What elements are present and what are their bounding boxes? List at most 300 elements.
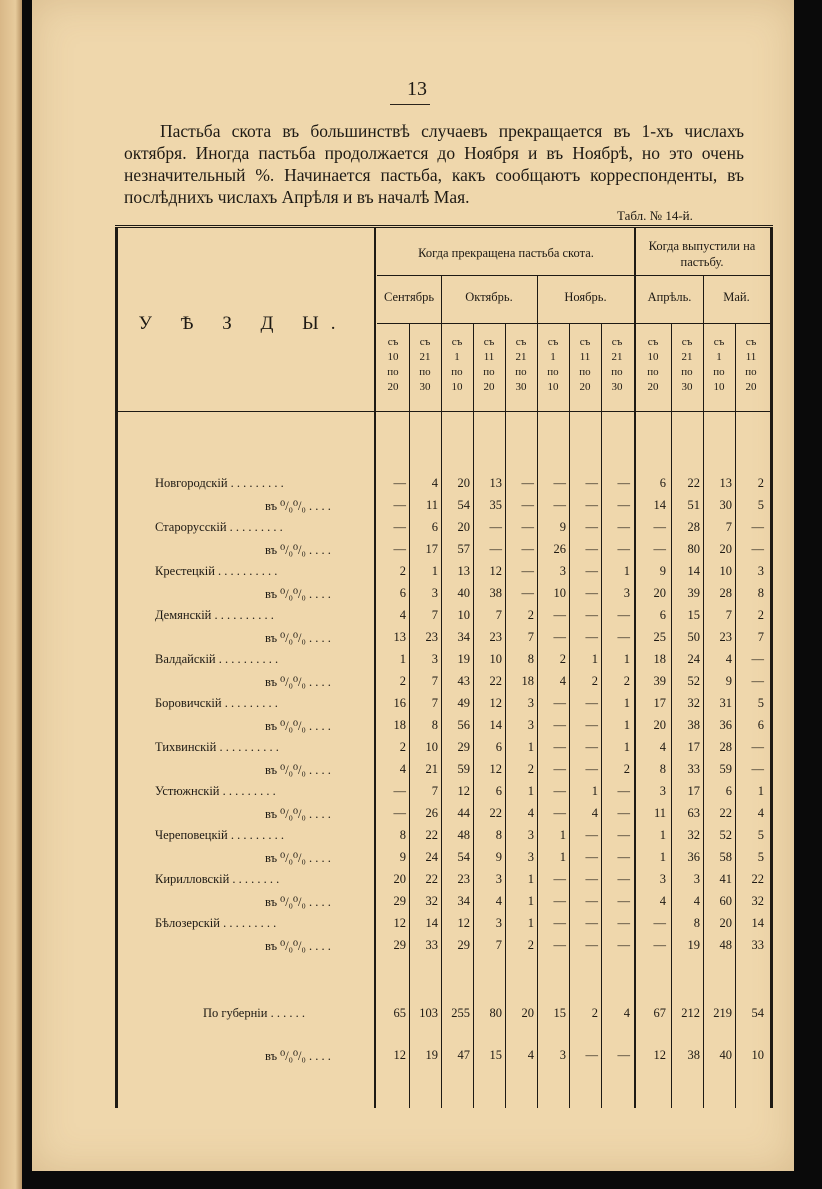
table-cell: 32 (687, 828, 700, 842)
table-cell: — (585, 542, 598, 556)
table-cell: 12 (489, 696, 502, 710)
table-cell: 12 (457, 784, 470, 798)
total-cell: 65 (393, 1006, 406, 1020)
period-header-line: по (713, 366, 725, 378)
table-cell: 7 (495, 608, 502, 622)
page-number: 13 (407, 78, 427, 100)
table-cell: — (393, 498, 406, 512)
period-header-line: съ (745, 336, 757, 348)
period-header-line: 11 (483, 351, 495, 363)
table-cell: 2 (527, 608, 534, 622)
table-cell: 43 (457, 674, 470, 688)
col-divider (537, 275, 538, 1108)
period-header-line: съ (647, 336, 659, 348)
table-cell: 33 (687, 762, 700, 776)
period-header-line: 10 (387, 351, 399, 363)
table-cell: 4 (659, 894, 666, 908)
table-cell: — (617, 850, 630, 864)
table-cell: 2 (399, 740, 406, 754)
table-cell: — (653, 520, 666, 534)
period-header-line: 10 (547, 381, 559, 393)
col-divider (703, 275, 704, 1108)
table-cell: — (553, 608, 566, 622)
table-cell: — (617, 542, 630, 556)
table-cell: 13 (719, 476, 732, 490)
pasture-table (115, 225, 773, 1108)
table-cell: 57 (457, 542, 470, 556)
table-cell: — (617, 806, 630, 820)
table-cell: 15 (687, 608, 700, 622)
period-header-line: по (483, 366, 495, 378)
table-cell: 6 (725, 784, 732, 798)
table-cell: 59 (457, 762, 470, 776)
table-cell: 28 (719, 586, 732, 600)
table-cell: 5 (757, 850, 764, 864)
period-header-line: 11 (745, 351, 757, 363)
period-header-line: по (681, 366, 693, 378)
table-cell: 56 (457, 718, 470, 732)
table-cell: 18 (653, 652, 666, 666)
table-cell: 5 (757, 498, 764, 512)
col-divider (671, 323, 672, 1108)
period-header-line: съ (681, 336, 693, 348)
period-header (409, 335, 441, 395)
table-cell: 38 (489, 586, 502, 600)
table-cell: 17 (425, 542, 438, 556)
table-cell: — (751, 762, 764, 776)
table-cell: — (553, 806, 566, 820)
period-header-line: по (745, 366, 757, 378)
table-cell: 23 (489, 630, 502, 644)
table-cell: 4 (591, 806, 598, 820)
table-cell: 1 (527, 894, 534, 908)
col-divider (735, 323, 736, 1108)
table-cell: 40 (457, 586, 470, 600)
table-cell: 1 (623, 718, 630, 732)
percent-row-label: въ ⁰/₀⁰/₀ . . . . (265, 719, 331, 733)
table-cell: 9 (559, 520, 566, 534)
district-label: Тихвинскій . . . . . . . . . . (155, 740, 279, 754)
table-cell: 20 (719, 916, 732, 930)
table-cell: 1 (431, 564, 438, 578)
period-header-line: съ (451, 336, 463, 348)
table-cell: — (553, 476, 566, 490)
table-cell: 3 (527, 828, 534, 842)
table-cell: 22 (489, 674, 502, 688)
period-header-line: по (515, 366, 527, 378)
table-cell: 29 (457, 938, 470, 952)
table-cell: — (553, 498, 566, 512)
table-cell: — (553, 696, 566, 710)
table-cell: 63 (687, 806, 700, 820)
total-cell: 219 (713, 1006, 732, 1020)
total-cell: 2 (591, 1006, 598, 1020)
table-cell: 7 (431, 696, 438, 710)
period-header (735, 335, 767, 395)
table-cell: 12 (489, 762, 502, 776)
table-cell: — (585, 740, 598, 754)
table-cell: — (521, 476, 534, 490)
table-cell: 22 (751, 872, 764, 886)
table-cell: 1 (757, 784, 764, 798)
table-cell: 35 (489, 498, 502, 512)
percent-row-label: въ ⁰/₀⁰/₀ . . . . (265, 895, 331, 909)
period-header (537, 335, 569, 395)
period-header (377, 335, 409, 395)
table-cell: 17 (653, 696, 666, 710)
table-cell: 23 (457, 872, 470, 886)
table-cell: 60 (719, 894, 732, 908)
table-cell: — (489, 520, 502, 534)
table-cell: — (617, 872, 630, 886)
table-cell: 17 (687, 784, 700, 798)
table-cell: — (393, 542, 406, 556)
table-cell: 4 (399, 608, 406, 622)
table-cell: 9 (399, 850, 406, 864)
col-divider (634, 228, 636, 1108)
total-cell: — (617, 1048, 630, 1062)
table-cell: 32 (425, 894, 438, 908)
period-header-line: съ (611, 336, 623, 348)
table-cell: 2 (623, 674, 630, 688)
table-cell: — (617, 784, 630, 798)
table-cell: — (585, 520, 598, 534)
table-cell: 2 (527, 762, 534, 776)
table-cell: 4 (527, 806, 534, 820)
percent-row-label: въ ⁰/₀⁰/₀ . . . . (265, 807, 331, 821)
table-cell: 6 (659, 476, 666, 490)
period-header (441, 335, 473, 395)
started-header: Когда выпустили на пастьбу. (648, 239, 756, 269)
total-cell: 3 (559, 1048, 566, 1062)
table-right-border (770, 228, 773, 1108)
district-label: Крестецкій . . . . . . . . . . (155, 564, 278, 578)
table-cell: 2 (591, 674, 598, 688)
table-cell: 8 (495, 828, 502, 842)
period-header-line: 20 (579, 381, 591, 393)
table-cell: 10 (489, 652, 502, 666)
table-cell: — (521, 564, 534, 578)
table-cell: 39 (687, 586, 700, 600)
table-cell: 33 (425, 938, 438, 952)
table-cell: — (553, 938, 566, 952)
table-cell: 11 (653, 806, 666, 820)
period-header-line: 20 (647, 381, 659, 393)
period-header-line: 1 (716, 351, 722, 363)
table-cell: 1 (527, 916, 534, 930)
table-cell: 13 (489, 476, 502, 490)
table-cell: 30 (719, 498, 732, 512)
table-cell: 22 (425, 872, 438, 886)
table-cell: 11 (425, 498, 438, 512)
table-cell: 2 (559, 652, 566, 666)
table-cell: 18 (521, 674, 534, 688)
table-cell: 6 (757, 718, 764, 732)
table-cell: 49 (457, 696, 470, 710)
period-header-line: 20 (745, 381, 757, 393)
total-cell: 12 (653, 1048, 666, 1062)
table-cell: 22 (489, 806, 502, 820)
stopped-header: Когда прекращена пастьба скота. (418, 246, 594, 260)
table-cell: — (585, 828, 598, 842)
district-label: Старорусскій . . . . . . . . . (155, 520, 283, 534)
table-cell: 54 (457, 850, 470, 864)
table-cell: 34 (457, 894, 470, 908)
table-cell: 2 (623, 762, 630, 776)
table-cell: — (585, 608, 598, 622)
table-cell: 21 (425, 762, 438, 776)
table-cell: 1 (527, 872, 534, 886)
col-divider (601, 323, 602, 1108)
table-cell: 9 (725, 674, 732, 688)
table-cell: 7 (495, 938, 502, 952)
table-cell: — (521, 542, 534, 556)
month-header: Апрѣль. (647, 290, 692, 304)
table-cell: 51 (687, 498, 700, 512)
table-cell: 6 (495, 740, 502, 754)
table-cell: — (553, 630, 566, 644)
period-header (569, 335, 601, 395)
table-cell: 24 (425, 850, 438, 864)
total-cell: 12 (393, 1048, 406, 1062)
province-total-label: По губерніи . . . . . . (203, 1006, 305, 1020)
table-cell: 23 (719, 630, 732, 644)
table-cell: 3 (527, 850, 534, 864)
table-cell: 12 (489, 564, 502, 578)
period-header-line: 20 (387, 381, 399, 393)
table-cell: 50 (687, 630, 700, 644)
period-header-line: съ (515, 336, 527, 348)
intro-paragraph: Пастьба скота въ большинствѣ случаевъ прекращается въ 1-хъ числахъ октября. Иногда пастьба продолжается до Ноября и въ Ноябрѣ, но это очень незначительный %. Начинается пастьба, какъ сообщаютъ корреспонденты, въ послѣднихъ числахъ Апрѣля и въ началѣ Мая. (124, 121, 744, 207)
total-cell: — (585, 1048, 598, 1062)
table-cell: — (521, 586, 534, 600)
table-cell: 1 (559, 850, 566, 864)
district-label: Валдайскій . . . . . . . . . . (155, 652, 279, 666)
table-cell: — (653, 916, 666, 930)
table-cell: — (653, 938, 666, 952)
table-cell: 58 (719, 850, 732, 864)
uezdy-header: У Ѣ З Д Ы. (138, 313, 348, 334)
table-cell: 8 (431, 718, 438, 732)
table-cell: 1 (527, 784, 534, 798)
table-cell: 7 (431, 608, 438, 622)
period-header-line: 30 (611, 381, 623, 393)
table-cell: — (393, 520, 406, 534)
table-cell: 48 (457, 828, 470, 842)
table-cell: 20 (719, 542, 732, 556)
table-cell: 25 (653, 630, 666, 644)
period-header-line: съ (387, 336, 399, 348)
table-cell: 4 (495, 894, 502, 908)
table-cell: 41 (719, 872, 732, 886)
table-cell: 10 (719, 564, 732, 578)
table-cell: 20 (393, 872, 406, 886)
period-header-line: съ (579, 336, 591, 348)
table-cell: 4 (431, 476, 438, 490)
col-divider (473, 323, 474, 1108)
table-cell: 3 (623, 586, 630, 600)
period-header (703, 335, 735, 395)
table-cell: 1 (399, 652, 406, 666)
period-header-line: 30 (681, 381, 693, 393)
period-header (505, 335, 537, 395)
table-cell: 12 (457, 916, 470, 930)
percent-row-label: въ ⁰/₀⁰/₀ . . . . (265, 763, 331, 777)
table-cell: 4 (693, 894, 700, 908)
table-cell: — (653, 542, 666, 556)
table-cell: 22 (687, 476, 700, 490)
period-header-line: съ (547, 336, 559, 348)
table-cell: 8 (757, 586, 764, 600)
table-cell: 7 (725, 520, 732, 534)
table-cell: — (585, 696, 598, 710)
header-rule-3 (115, 411, 773, 412)
table-cell: — (553, 718, 566, 732)
page-number-rule (390, 104, 430, 105)
table-cell: 6 (431, 520, 438, 534)
period-header-line: 21 (419, 351, 431, 363)
district-label: Новгородскій . . . . . . . . . (155, 476, 284, 490)
col-divider (409, 323, 410, 1108)
period-header (671, 335, 703, 395)
table-cell: — (585, 850, 598, 864)
table-cell: 3 (757, 564, 764, 578)
table-cell: 1 (623, 564, 630, 578)
table-cell: 22 (719, 806, 732, 820)
period-header-line: 1 (454, 351, 460, 363)
table-cell: 4 (399, 762, 406, 776)
table-cell: — (585, 564, 598, 578)
total-cell: 4 (527, 1048, 534, 1062)
district-label: Кирилловскій . . . . . . . . (155, 872, 280, 886)
table-cell: 14 (425, 916, 438, 930)
table-cell: 13 (393, 630, 406, 644)
table-cell: — (751, 520, 764, 534)
table-cell: — (585, 762, 598, 776)
month-header: Май. (723, 290, 750, 304)
table-cell: 4 (757, 806, 764, 820)
month-header: Ноябрь. (564, 290, 607, 304)
period-header-line: по (579, 366, 591, 378)
period-header-line: съ (713, 336, 725, 348)
table-cell: 2 (757, 476, 764, 490)
percent-row-label: въ ⁰/₀⁰/₀ . . . . (265, 499, 331, 513)
table-cell: 20 (457, 476, 470, 490)
table-cell: 28 (687, 520, 700, 534)
table-cell: 2 (399, 564, 406, 578)
table-cell: 12 (393, 916, 406, 930)
table-cell: 9 (659, 564, 666, 578)
table-cell: 18 (393, 718, 406, 732)
table-cell: 8 (399, 828, 406, 842)
table-cell: 1 (623, 696, 630, 710)
table-cell: 14 (489, 718, 502, 732)
period-header (601, 335, 633, 395)
table-cell: 10 (553, 586, 566, 600)
period-header (473, 335, 505, 395)
table-cell: 4 (559, 674, 566, 688)
percent-row-label: въ ⁰/₀⁰/₀ . . . . (265, 851, 331, 865)
district-label: Демянскій . . . . . . . . . . (155, 608, 274, 622)
table-cell: — (751, 542, 764, 556)
table-cell: 10 (457, 608, 470, 622)
total-cell: 80 (489, 1006, 502, 1020)
total-cell: 19 (425, 1048, 438, 1062)
period-header-line: по (451, 366, 463, 378)
table-cell: 23 (425, 630, 438, 644)
month-header: Октябрь. (465, 290, 513, 304)
table-cell: 9 (495, 850, 502, 864)
table-cell: 3 (527, 718, 534, 732)
table-cell: — (489, 542, 502, 556)
table-cell: 2 (757, 608, 764, 622)
period-header-line: 21 (681, 351, 693, 363)
table-cell: — (553, 784, 566, 798)
table-cell: 24 (687, 652, 700, 666)
table-cell: 29 (457, 740, 470, 754)
table-cell: 7 (431, 784, 438, 798)
table-cell: 5 (757, 696, 764, 710)
period-header-line: по (647, 366, 659, 378)
table-cell: 1 (659, 828, 666, 842)
left-page-edge (0, 0, 22, 1189)
header-rule-2 (377, 323, 770, 324)
total-cell: 54 (751, 1006, 764, 1020)
period-header-line: по (611, 366, 623, 378)
period-header-line: 21 (515, 351, 527, 363)
period-header (637, 335, 669, 395)
table-cell: — (585, 476, 598, 490)
table-cell: — (617, 608, 630, 622)
col-divider (569, 323, 570, 1108)
table-cell: 80 (687, 542, 700, 556)
table-cell: 14 (751, 916, 764, 930)
table-cell: 29 (393, 894, 406, 908)
table-cell: — (617, 520, 630, 534)
table-cell: 36 (719, 718, 732, 732)
table-cell: 7 (431, 674, 438, 688)
table-cell: 44 (457, 806, 470, 820)
table-cell: 20 (457, 520, 470, 534)
table-cell: 19 (457, 652, 470, 666)
total-cell: 67 (653, 1006, 666, 1020)
table-cell: — (617, 916, 630, 930)
period-header-line: 10 (713, 381, 725, 393)
table-cell: — (585, 938, 598, 952)
percent-row-label: въ ⁰/₀⁰/₀ . . . . (265, 939, 331, 953)
table-cell: 39 (653, 674, 666, 688)
table-cell: 34 (457, 630, 470, 644)
table-cell: 22 (425, 828, 438, 842)
table-cell: 2 (527, 938, 534, 952)
table-cell: 36 (687, 850, 700, 864)
total-cell: 40 (719, 1048, 732, 1062)
table-cell: 3 (659, 784, 666, 798)
table-cell: 26 (425, 806, 438, 820)
table-cell: — (393, 806, 406, 820)
table-cell: 3 (659, 872, 666, 886)
header-rule-1 (377, 275, 770, 276)
district-label: Бѣлозерскій . . . . . . . . . (155, 916, 277, 930)
percent-row-label: въ ⁰/₀⁰/₀ . . . . (265, 675, 331, 689)
table-cell: — (585, 894, 598, 908)
col-divider (505, 323, 506, 1108)
table-cell: 6 (399, 586, 406, 600)
table-cell: 19 (687, 938, 700, 952)
total-cell: 47 (457, 1048, 470, 1062)
table-cell: 29 (393, 938, 406, 952)
total-cell: 103 (419, 1006, 438, 1020)
